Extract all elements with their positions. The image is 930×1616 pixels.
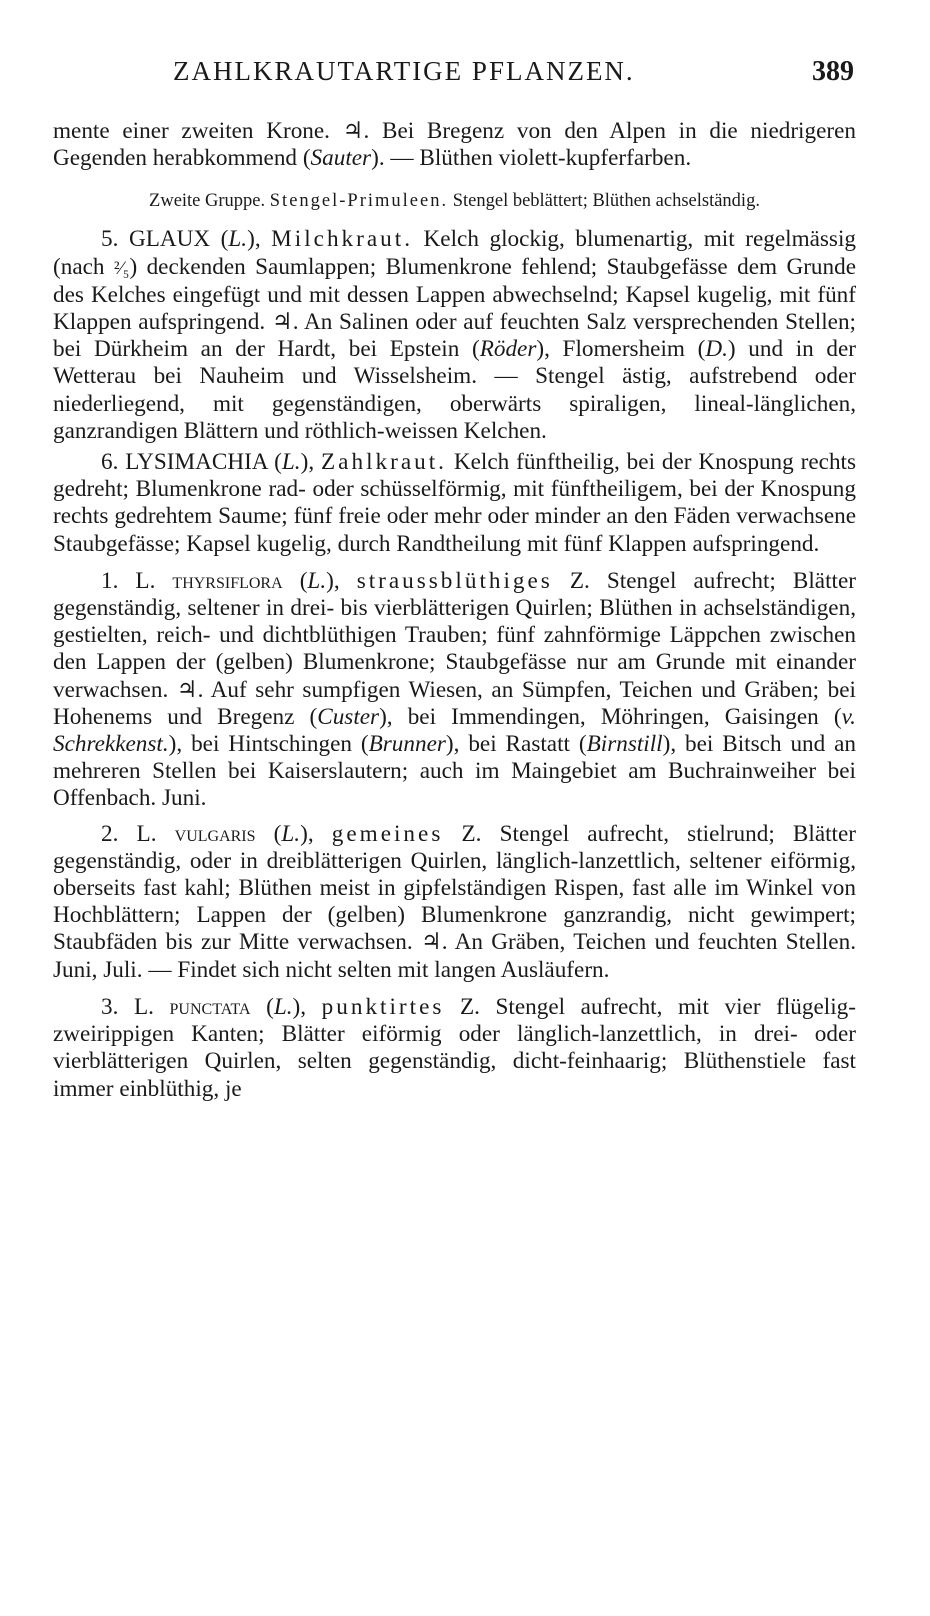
common-name: Milchkraut. — [271, 226, 413, 253]
author-citation: Brunner — [368, 731, 446, 758]
running-title: ZAHLKRAUTARTIGE PFLANZEN. — [173, 56, 635, 86]
genus-name: LYSIMACHIA — [125, 449, 268, 476]
author-citation: Custer — [317, 703, 380, 730]
authority: L. — [228, 226, 248, 253]
author-citation: Birnstill — [586, 731, 663, 758]
subgroup-heading: Zweite Gruppe. Stengel-Primuleen. Stengel beblättert; Blüthen achselständig. — [149, 191, 760, 212]
authority: L. — [273, 993, 293, 1020]
genus-entry-lysimachia: 6. LYSIMACHIA (L.), Zahlkraut. Kelch fünftheilig, bei der Knospung rechts gedreht; Blumenkrone rad- oder schüsselförmig, mit fünftheiligem, bei der Knospung rechts gedrehtem Saume; fünf freie oder mehr oder minder an den Fäden verwachsene Staubgefässe; Kapsel kugelig, durch Randtheilung mit fünf Klappen aufspringend. — [53, 449, 856, 557]
body-text — [53, 118, 856, 1103]
species-entry-vulgaris: 2. L. vulgaris (L.), gemeines Z. Stengel aufrecht, stielrund; Blätter gegenständig, oder in dreiblätterigen Quirlen, länglich-lanzettlich, seltener eiförmig, oberseits fast kahl; Blüthen meist in gipfelständigen Rispen, fast alle im Winkel von Hochblättern; Lappen der (gelben) Blumenkrone ganzrandig, nicht gewimpert; Staubfäden bis zur Mitte verwachsen. ♃. An Gräben, Teichen und feuchten Stellen. Juni, Juli. — Findet sich nicht selten mit langen Ausläufern. — [53, 820, 857, 983]
author-citation: Sauter — [310, 145, 372, 172]
author-citation: D. — [705, 336, 728, 363]
authority: L. — [307, 567, 327, 594]
common-name: Zahlkraut. — [321, 449, 447, 476]
page-header — [53, 56, 856, 96]
species-entry-thyrsiflora: 1. L. thyrsiflora (L.), straussblüthiges Z. Stengel aufrecht; Blätter gegenständig, seltener in drei- bis vierblätterigen Quirlen; Blüthen in achselständigen, gestielten, reich- und dichtblüthigen Trauben; fünf zahnförmige Läppchen zwischen den Lappen der (gelben) Blumenkrone; Staubgefässe nur am Grunde mit einander verwachsen. ♃. Auf sehr sumpfigen Wiesen, an Sümpfen, Teichen und Gräben; bei Hohenems und Bregenz (Custer), bei Immendingen, Möhringen, Gaisingen (v. Schrekkenst.), bei Hintschingen (Brunner), bei Rastatt (Birnstill), bei Bitsch und an mehreren Stellen bei Kaiserslautern; auch im Maingebiet am Buchrainweiher bei Offenbach. Juni. — [53, 567, 857, 812]
species-name: vulgaris — [174, 820, 256, 847]
common-name: punktirtes — [321, 993, 445, 1020]
genus-entry-glaux: 5. GLAUX (L.), Milchkraut. Kelch glockig, blumenartig, mit regelmässig (nach ²⁄₅) deckenden Saumlappen; Blumenkrone fehlend; Staubgefässe dem Grunde des Kelches eingefügt und mit dessen Lappen abwechselnd; Kapsel kugelig, mit fünf Klappen aufspringend. ♃. An Salinen oder auf feuchten Salz versprechenden Stellen; bei Dürkheim an der Hardt, bei Epstein (Röder), Flomersheim (D.) und in der Wetterau bei Nauheim und Wisselsheim. — Stengel ästig, aufstrebend oder niederliegend, mit gegenständigen, oberwärts spiraligen, lineal-länglichen, ganzrandigen Blättern und röthlich-weissen Kelchen. — [53, 226, 857, 444]
common-name: gemeines — [331, 820, 444, 847]
book-page — [53, 0, 856, 1616]
author-citation: Röder — [479, 336, 537, 363]
page-number: 389 — [812, 56, 854, 87]
common-name: straussblüthiges — [356, 567, 553, 594]
species-name: thyrsiflora — [172, 567, 283, 594]
subgroup-name: Stengel-Primuleen. — [269, 191, 449, 212]
fraction: ²⁄₅ — [113, 257, 130, 279]
authority: L. — [281, 820, 301, 847]
genus-name: GLAUX — [128, 226, 211, 253]
species-entry-punctata: 3. L. punctata (L.), punktirtes Z. Stengel aufrecht, mit vier flügelig-zweirippigen Kanten; Blätter eiförmig oder länglich-lanzettlich, in drei- oder vierblätterigen Quirlen, selten gegenständig, dicht-feinhaarig; Blüthenstiele fast immer einblüthig, je — [53, 993, 856, 1102]
authority: L. — [281, 449, 301, 476]
author-citation: v. Schrekkenst. — [53, 703, 856, 758]
paragraph-intro: mente einer zweiten Krone. ♃. Bei Bregenz von den Alpen in die niedrigeren Gegenden herabkommend (Sauter). — Blüthen violett-kupferfarben. — [53, 118, 856, 172]
species-name: punctata — [169, 993, 251, 1020]
